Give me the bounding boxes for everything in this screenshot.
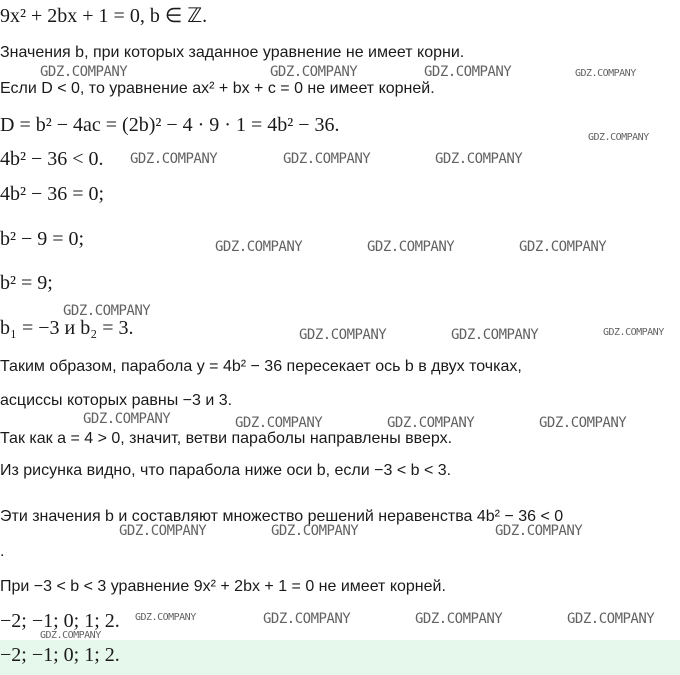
watermark: GDZ.COMPANY xyxy=(575,68,636,79)
solution-set-line: Эти значения b и составляют множество решений неравенства 4b² − 36 < 0 xyxy=(0,508,564,525)
equation-step-2: b² − 9 = 0; xyxy=(0,228,85,250)
problem-statement: Значения b, при которых заданное уравнение не имеет корни. xyxy=(0,44,465,61)
equation-step-1: 4b² − 36 = 0; xyxy=(0,183,105,205)
discriminant-line: D = b² − 4ac = (2b)² − 4 · 9 · 1 = 4b² − 36. xyxy=(0,114,340,136)
values-line: −2; −1; 0; 1; 2. xyxy=(0,610,120,632)
parabola-line-1: Таким образом, парабола y = 4b² − 36 пересекает ось b в двух точках, xyxy=(0,358,522,375)
watermark: GDZ.COMPANY xyxy=(40,630,101,641)
roots-line: b₁ = −3 и b₂ = 3. xyxy=(0,317,134,339)
watermark: GDZ.COMPANY xyxy=(435,151,523,167)
answer-text: −2; −1; 0; 1; 2. xyxy=(0,644,120,666)
parabola-line-2: асциссы которых равны −3 и 3. xyxy=(0,392,233,409)
condition-line: Если D < 0, то уравнение ax² + bx + c = 0 не имеет корней. xyxy=(0,80,435,97)
watermark: GDZ.COMPANY xyxy=(495,523,583,539)
answer-box xyxy=(0,640,680,675)
watermark: GDZ.COMPANY xyxy=(271,523,359,539)
watermark: GDZ.COMPANY xyxy=(588,132,649,143)
inequality-line: 4b² − 36 < 0. xyxy=(0,148,104,170)
watermark: GDZ.COMPANY xyxy=(63,303,151,319)
equation-step-3: b² = 9; xyxy=(0,272,53,294)
watermark: GDZ.COMPANY xyxy=(539,415,627,431)
watermark: GDZ.COMPANY xyxy=(270,64,358,80)
watermark: GDZ.COMPANY xyxy=(119,523,207,539)
conclusion-line: При −3 < b < 3 уравнение 9x² + 2bx + 1 = 0 не имеет корней. xyxy=(0,578,446,595)
watermark: GDZ.COMPANY xyxy=(424,64,512,80)
watermark: GDZ.COMPANY xyxy=(451,327,539,343)
figure-line: Из рисунка видно, что парабола ниже оси b, если −3 < b < 3. xyxy=(0,462,452,479)
watermark: GDZ.COMPANY xyxy=(567,611,655,627)
period-line: . xyxy=(0,543,5,560)
branches-line: Так как a = 4 > 0, значит, ветви параболы направлены вверх. xyxy=(0,430,453,447)
watermark: GDZ.COMPANY xyxy=(299,327,387,343)
watermark: GDZ.COMPANY xyxy=(215,239,303,255)
equation-line: 9x² + 2bx + 1 = 0, b ∈ ℤ. xyxy=(0,5,208,27)
watermark: GDZ.COMPANY xyxy=(263,611,351,627)
watermark: GDZ.COMPANY xyxy=(387,415,475,431)
watermark: GDZ.COMPANY xyxy=(83,411,171,427)
watermark: GDZ.COMPANY xyxy=(367,239,455,255)
watermark: GDZ.COMPANY xyxy=(130,151,218,167)
watermark: GDZ.COMPANY xyxy=(135,612,196,623)
watermark: GDZ.COMPANY xyxy=(519,239,607,255)
watermark: GDZ.COMPANY xyxy=(235,415,323,431)
watermark: GDZ.COMPANY xyxy=(40,64,128,80)
watermark: GDZ.COMPANY xyxy=(283,151,371,167)
watermark: GDZ.COMPANY xyxy=(415,611,503,627)
watermark: GDZ.COMPANY xyxy=(603,327,664,338)
